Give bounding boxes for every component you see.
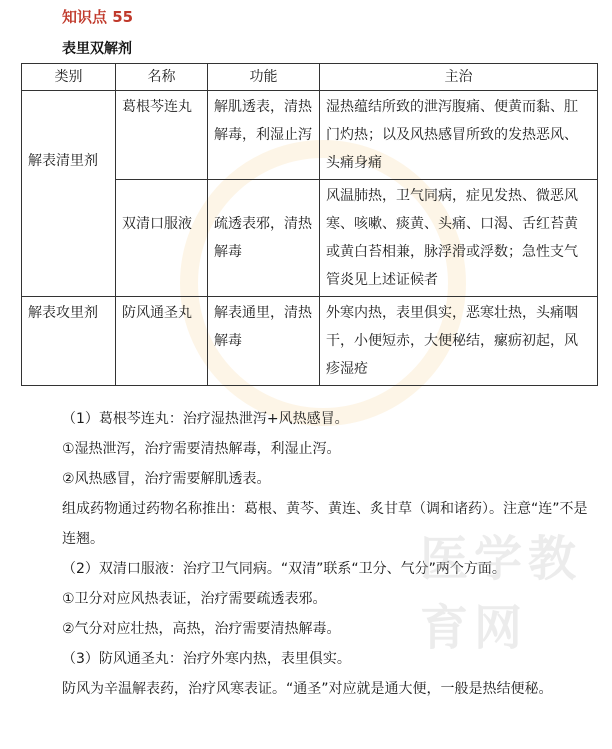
note-line: （3）防风通圣丸：治疗外寒内热，表里俱实。: [62, 651, 351, 667]
table-row: [22, 297, 598, 386]
note-line: ②气分对应壮热，高热，治疗需要清热解毒。: [62, 621, 341, 637]
note-line: 防风为辛温解表药，治疗风寒表证。“通圣”对应就是通大便，一般是热结便秘。: [62, 681, 553, 697]
name-cell: 双清口服液: [116, 180, 208, 297]
table-header-row: [22, 64, 598, 91]
formula-table: [21, 63, 598, 386]
function-cell: 解肌透表，清热解毒，利湿止泻: [208, 91, 320, 180]
explanation-notes: [32, 404, 594, 704]
indication-cell: 风温肺热，卫气同病，症见发热、微恶风寒、咳嗽、痰黄、头痛、口渴、舌红苔黄或黄白苔相兼，脉浮滑或浮数；急性支气管炎见上述证候者: [320, 180, 598, 297]
indication-cell: 外寒内热，表里俱实，恶寒壮热，头痛咽干，小便短赤，大便秘结，瘰疬初起，风疹湿疮: [320, 297, 598, 386]
name-cell: 防风通圣丸: [116, 297, 208, 386]
indication-cell: 湿热蕴结所致的泄泻腹痛、便黄而黏、肛门灼热；以及风热感冒所致的发热恶风、头痛身痛: [320, 91, 598, 180]
col-header-function: 功能: [208, 64, 320, 91]
section-heading: 知识点 55: [62, 8, 134, 26]
note-line: ①湿热泄泻，治疗需要清热解毒，利湿止泻。: [62, 441, 341, 457]
col-header-indication: 主治: [320, 64, 598, 91]
note-line: （2）双清口服液：治疗卫气同病。“双清”联系“卫分、气分”两个方面。: [62, 561, 506, 577]
note-line: （1）葛根芩连丸：治疗湿热泄泻+风热感冒。: [62, 411, 349, 427]
section-subheading: 表里双解剂: [62, 41, 132, 57]
table-row: [22, 91, 598, 180]
watermark-text: 医学教育网: [420, 531, 583, 656]
name-cell: 葛根芩连丸: [116, 91, 208, 180]
note-line: 组成药物通过药物名称推出：葛根、黄芩、黄连、炙甘草（调和诸药）。注意“连”不是连翘。: [62, 501, 588, 547]
category-cell: 解表攻里剂: [22, 297, 116, 386]
note-line: ②风热感冒，治疗需要解肌透表。: [62, 471, 271, 487]
category-cell: 解表清里剂: [22, 91, 116, 297]
note-line: ①卫分对应风热表证，治疗需要疏透表邪。: [62, 591, 327, 607]
function-cell: 解表通里，清热解毒: [208, 297, 320, 386]
function-cell: 疏透表邪，清热解毒: [208, 180, 320, 297]
col-header-name: 名称: [116, 64, 208, 91]
col-header-category: 类别: [22, 64, 116, 91]
